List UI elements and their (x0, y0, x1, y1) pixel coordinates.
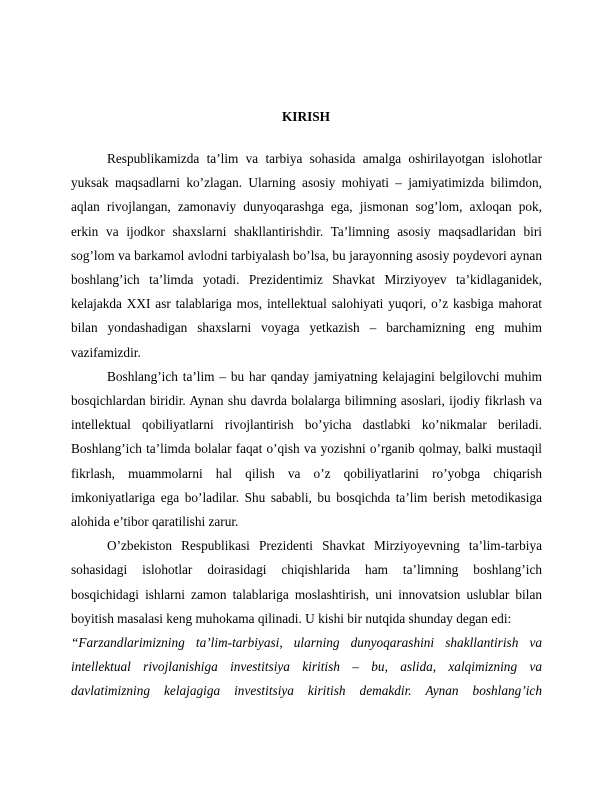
paragraph-1: Respublikamizda ta’lim va tarbiya sohasida amalga oshirilayotgan islohotlar yuksak maqsadlarni ko’zlagan. Ularning asosiy mohiyati – jamiyatimizda bilimdon, aqlan rivojlangan, zamonaviy dunyoqarashga ega, jismonan sog’lom, axloqan pok, erkin va ijodkor shaxslarni shakllantirishdir. Ta’limning asosiy maqsadlaridan biri sog’lom va barkamol avlodni tarbiyalash bo’lsa, bu jarayonning asosiy poydevori aynan boshlang’ich ta’limda yotadi. Prezidentimiz Shavkat Mirziyoyev ta’kidlaganidek, kelajakda XXI asr talablariga mos, intellektual salohiyati yuqori, o’z kasbiga mahorat bilan yondashadigan shaxslarni voyaga yetkazish – barchamizning eng muhim vazifamizdir. (71, 151, 542, 360)
page-title: KIRISH (281, 109, 331, 124)
paragraph-2: Boshlang’ich ta’lim – bu har qanday jamiyatning kelajagini belgilovchi muhim bosqichlardan biridir. Aynan shu davrda bolalarga bilimning asoslari, ijodiy fikrlash va intellektual qobiliyatlarni rivojlantirish bo’yicha dastlabki ko’nikmalar beriladi. Boshlang’ich ta’limda bolalar faqat o’qish va yozishni o’rganib qolmay, balki mustaqil fikrlash, muammolarni hal qilish va o’z qobiliyatlarini ro’yobga chiqarish imkoniyatlariga ega bo’ladilar. Shu sababli, bu bosqichda ta’lim berish metodikasiga alohida e’tibor qaratilishi zarur. (71, 368, 542, 530)
document-body (71, 147, 542, 704)
paragraph-3: O’zbekiston Respublikasi Prezidenti Shavkat Mirziyoyevning ta’lim-tarbiya sohasidagi islohotlar doirasidagi chiqishlarida ham ta’limning boshlang’ich bosqichidagi ishlarni zamon talablariga moslashtirish, uni innovatsion uslublar bilan boyitish masalasi keng muhokama qilinadi. U kishi bir nutqida shunday degan edi: (71, 538, 542, 626)
quote-paragraph: “Farzandlarimizning ta’lim-tarbiyasi, ularning dunyoqarashini shakllantirish va intellektual rivojlanishiga investitsiya kiritish – bu, aslida, xalqimizning va davlatimizning kelajagiga investitsiya kiritish demakdir. Aynan boshlang’ich (71, 635, 542, 699)
